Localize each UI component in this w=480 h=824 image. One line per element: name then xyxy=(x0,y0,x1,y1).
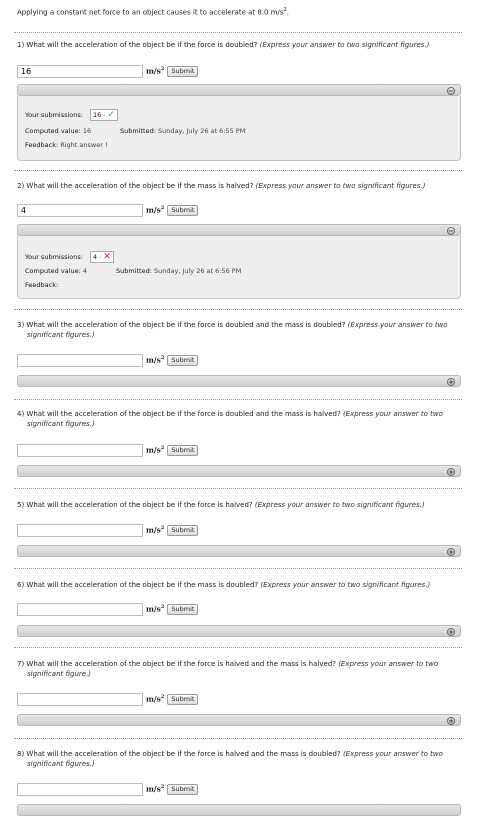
answer-input[interactable] xyxy=(17,444,143,457)
question-divider xyxy=(14,647,462,648)
unit-label: $m/s^2$ xyxy=(146,66,165,76)
feedback-toggle-bar[interactable] xyxy=(17,545,461,557)
question-hint: (Express your answer to two significant figures.) xyxy=(27,750,443,768)
submit-button[interactable]: Submit xyxy=(167,784,198,795)
question-text xyxy=(17,320,462,340)
feedback-toggle-bar[interactable] xyxy=(17,375,461,387)
feedback-line: Feedback: xyxy=(25,281,59,289)
question-text xyxy=(17,181,462,191)
expand-icon[interactable]: + xyxy=(448,716,454,725)
question-hint: (Express your answer to two significant figure.) xyxy=(27,660,439,678)
question-text xyxy=(17,749,462,769)
question-prompt: 8) What will the acceleration of the object be if the force is halved and the mass is doubled? xyxy=(17,750,341,758)
question-text xyxy=(17,40,462,50)
answer-row xyxy=(17,692,198,706)
question-prompt: 3) What will the acceleration of the object be if the force is doubled and the mass is doubled? xyxy=(17,321,346,329)
question-prompt: 7) What will the acceleration of the object be if the force is halved and the mass is halved? xyxy=(17,660,336,668)
unit-label: $m/s^2$ xyxy=(146,205,165,215)
collapse-icon[interactable]: − xyxy=(448,226,454,235)
unit-label: $m/s^2$ xyxy=(146,694,165,704)
submit-button[interactable]: Submit xyxy=(167,445,198,456)
question-hint: (Express your answer to two significant figures.) xyxy=(27,321,448,339)
submit-button[interactable]: Submit xyxy=(167,694,198,705)
answer-input[interactable] xyxy=(17,693,143,706)
feedback-line: Feedback: Right answer ! xyxy=(25,141,108,149)
expand-icon[interactable]: + xyxy=(448,377,454,386)
question-5 xyxy=(17,500,462,556)
question-divider xyxy=(14,309,462,310)
intro-text xyxy=(17,7,289,16)
question-hint: (Express your answer to two significant figures.) xyxy=(255,182,426,190)
feedback-toggle-bar[interactable] xyxy=(17,465,461,477)
intro-sup: 2 xyxy=(283,7,287,13)
submissions-line: Your submissions: 16 ⁞ ✓ xyxy=(25,109,118,121)
question-7 xyxy=(17,659,462,725)
intro-suffix: . xyxy=(286,8,289,17)
question-hint: (Express your answer to two significant figures.) xyxy=(259,41,430,49)
question-prompt: 5) What will the acceleration of the object be if the force is halved? xyxy=(17,501,253,509)
submit-button[interactable]: Submit xyxy=(167,525,198,536)
feedback-toggle-bar[interactable] xyxy=(17,625,461,637)
question-divider xyxy=(14,32,462,33)
computed-line: Computed value: 4 xyxy=(25,267,87,275)
question-prompt: 4) What will the acceleration of the object be if the force is doubled and the mass is halved? xyxy=(17,410,341,418)
question-divider xyxy=(14,568,462,569)
answer-input[interactable]: 16 xyxy=(17,65,143,78)
computed-line: Computed value: 16 xyxy=(25,127,92,135)
submit-button[interactable]: Submit xyxy=(167,604,198,615)
question-hint: (Express your answer to two significant figures.) xyxy=(260,581,431,589)
feedback-toggle-bar[interactable] xyxy=(17,84,461,96)
question-hint: (Express your answer to two significant figures.) xyxy=(27,410,443,428)
answer-row xyxy=(17,203,198,217)
expand-icon[interactable]: + xyxy=(448,467,454,476)
answer-row xyxy=(17,64,198,78)
question-8 xyxy=(17,749,462,794)
question-text xyxy=(17,580,462,590)
unit-label: $m/s^2$ xyxy=(146,445,165,455)
answer-input[interactable] xyxy=(17,354,143,367)
answer-row xyxy=(17,782,198,796)
question-1 xyxy=(17,40,462,149)
submit-button[interactable]: Submit xyxy=(167,66,198,77)
intro-prefix: Applying a constant net force to an object causes it to accelerate at 8.0 m/s xyxy=(17,8,284,17)
question-divider xyxy=(14,738,462,739)
answer-input[interactable] xyxy=(17,783,143,796)
question-4 xyxy=(17,409,462,476)
question-prompt: 6) What will the acceleration of the object be if the mass is doubled? xyxy=(17,581,259,589)
cross-icon: ✕ xyxy=(103,252,111,262)
question-prompt: 2) What will the acceleration of the object be if the mass is halved? xyxy=(17,182,254,190)
submit-button[interactable]: Submit xyxy=(167,355,198,366)
answer-input[interactable] xyxy=(17,603,143,616)
question-divider xyxy=(14,399,462,400)
submission-box: 16 ⁞ ✓ xyxy=(90,109,118,121)
question-text xyxy=(17,500,462,510)
answer-row xyxy=(17,443,198,457)
feedback-toggle-bar[interactable] xyxy=(17,714,461,726)
answer-row xyxy=(17,353,198,367)
question-hint: (Express your answer to two significant figures.) xyxy=(254,501,425,509)
question-divider xyxy=(14,488,462,489)
unit-label: $m/s^2$ xyxy=(146,525,165,535)
expand-icon[interactable]: + xyxy=(448,547,454,556)
question-prompt: 1) What will the acceleration of the object be if the force is doubled? xyxy=(17,41,258,49)
submission-box: 4 ⁞ ✕ xyxy=(90,251,114,263)
question-3 xyxy=(17,320,462,386)
answer-input[interactable]: 4 xyxy=(17,204,143,217)
answer-input[interactable] xyxy=(17,524,143,537)
submitted-line: Submitted: Sunday, July 26 at 6:56 PM xyxy=(116,267,242,275)
submitted-line: Submitted: Sunday, July 26 at 6:55 PM xyxy=(120,127,246,135)
unit-label: $m/s^2$ xyxy=(146,604,165,614)
feedback-toggle-bar[interactable] xyxy=(17,804,461,816)
answer-row xyxy=(17,523,198,537)
question-2 xyxy=(17,181,462,289)
unit-label: $m/s^2$ xyxy=(146,355,165,365)
question-text xyxy=(17,409,462,429)
expand-icon[interactable]: + xyxy=(448,627,454,636)
question-6 xyxy=(17,580,462,636)
question-text xyxy=(17,659,462,679)
answer-row xyxy=(17,602,198,616)
submissions-line: Your submissions: 4 ⁞ ✕ xyxy=(25,251,114,263)
check-icon: ✓ xyxy=(107,110,115,120)
feedback-toggle-bar[interactable] xyxy=(17,224,461,236)
collapse-icon[interactable]: − xyxy=(448,86,454,95)
feedback-panel xyxy=(17,96,461,161)
submit-button[interactable]: Submit xyxy=(167,205,198,216)
feedback-panel xyxy=(17,236,461,299)
question-divider xyxy=(14,170,462,171)
unit-label: $m/s^2$ xyxy=(146,784,165,794)
